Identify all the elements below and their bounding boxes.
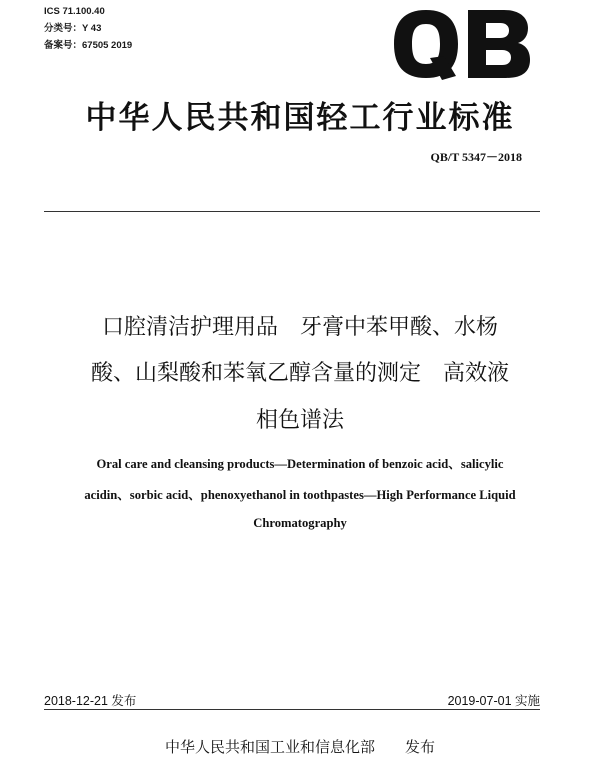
issue-date: 2018-12-21 发布	[44, 694, 137, 708]
chinese-title-line: 口腔清洁护理用品 牙膏中苯甲酸、水杨	[101, 315, 498, 340]
effective-date: 2019-07-01 实施	[447, 694, 540, 708]
standard-code: QB/T 5347－2018	[430, 150, 522, 164]
qb-logo	[392, 6, 532, 82]
issuing-authority: 中华人民共和国工业和信息化部 发布	[164, 738, 435, 756]
header-divider	[44, 211, 540, 212]
qb-logo-graphic	[392, 6, 532, 82]
english-title-line: Chromatography	[253, 516, 347, 530]
ics-number: ICS 71.100.40	[44, 6, 105, 17]
chinese-title-line: 酸、山梨酸和苯氧乙醇含量的测定 高效液	[90, 361, 509, 386]
classification-number: 分类号：Y 43	[44, 23, 102, 34]
footer-divider	[44, 709, 540, 710]
standard-category-title: 中华人民共和国轻工行业标准	[85, 100, 515, 136]
english-title-line: Oral care and cleansing products—Determination of benzoic acid、salicylic	[96, 457, 504, 471]
english-title-line: acidin、sorbic acid、phenoxyethanol in toothpastes—High Performance Liquid	[84, 488, 516, 502]
record-number: 备案号：67505 2019	[44, 40, 133, 51]
chinese-title-line: 相色谱法	[255, 408, 344, 433]
